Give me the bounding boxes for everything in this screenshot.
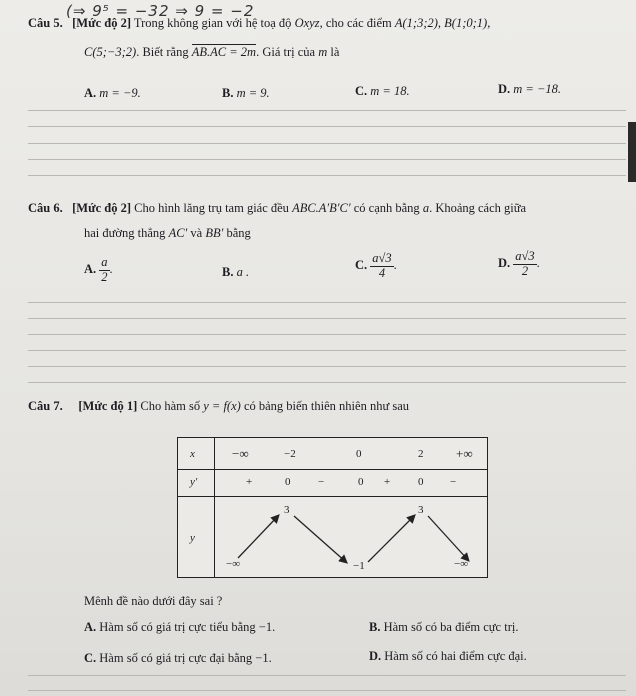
table-y-min: −1: [353, 560, 365, 572]
q6-level: [Mức độ 2]: [72, 201, 131, 215]
q5-line2: [84, 45, 339, 60]
table-y-limit: −∞: [226, 558, 241, 570]
q6-edge: a: [422, 201, 430, 215]
variation-arrows: [178, 438, 487, 577]
q5-option-c-value: m = 18.: [370, 84, 410, 98]
answer-line: [28, 318, 626, 319]
table-x-value: −2: [284, 448, 296, 460]
answer-line: [28, 690, 626, 691]
q5-option-d-value: m = −18.: [513, 82, 562, 96]
table-sign: +: [246, 476, 253, 488]
table-x-value: −∞: [232, 446, 249, 461]
q6-prism: ABC.A′B′C′: [292, 201, 351, 215]
q6-option-c-key: C.: [355, 258, 368, 273]
q6-option-a-key: A.: [84, 262, 97, 277]
q7-option-d: [369, 649, 527, 664]
table-x-value: +∞: [456, 446, 473, 461]
q6-option-a-frac: [99, 256, 109, 285]
q6-option-b-value: a .: [236, 265, 250, 279]
decreasing-arrow: [428, 516, 468, 560]
table-sign: −: [450, 476, 457, 488]
table-sign: +: [384, 476, 391, 488]
q7-option-a: [84, 620, 275, 635]
q5-text1: Trong không gian với hệ toạ độ: [133, 16, 292, 30]
q5-option-c: [355, 84, 410, 99]
q6-option-c: C. $\frac{a√3}{4}$ .: [355, 251, 397, 280]
q7-line1: [28, 399, 409, 414]
q6-option-d-num: a√3: [515, 249, 535, 263]
table-sign: 0: [418, 476, 424, 488]
q5-text4: . Giá trị của: [256, 45, 316, 59]
answer-line: [28, 175, 626, 176]
answer-line: [28, 110, 626, 111]
table-x-value: 2: [418, 448, 424, 460]
decreasing-arrow: [294, 516, 346, 562]
q7-prompt: Mênh đề nào dưới đây sai ?: [84, 594, 223, 608]
q5-option-a-key: A.: [84, 86, 97, 100]
q7-text2: có bảng biến thiên nhiên như sau: [243, 399, 410, 413]
q7-option-d-value: Hàm số có hai điểm cực đại.: [384, 649, 527, 663]
table-y-max: 3: [418, 504, 424, 516]
q7-option-a-key: A.: [84, 620, 97, 634]
q5-option-d-key: D.: [498, 82, 511, 96]
page-edge-tab: [628, 122, 636, 182]
table-x-value: 0: [356, 448, 362, 460]
q5-option-b-key: B.: [222, 86, 234, 100]
answer-line: [28, 382, 626, 383]
table-yprime-label: y′: [190, 476, 198, 488]
q6-and: và: [190, 226, 203, 240]
q6-text3: . Khoảng cách giữa: [429, 201, 527, 215]
table-x-label: x: [190, 448, 195, 460]
q5-var: m: [318, 45, 328, 59]
q6-option-a-num: a: [101, 255, 108, 269]
q5-point-b: B(1;0;1),: [444, 16, 491, 30]
answer-line: [28, 334, 626, 335]
q5-option-a-value: m = −9.: [99, 86, 141, 100]
q6-option-d-frac: [513, 250, 536, 279]
q5-option-a: [84, 86, 141, 101]
q7-option-c-value: Hàm số có giá trị cực đại bằng −1.: [99, 651, 272, 665]
q6-line2a: hai đường thẳng: [84, 226, 166, 240]
q6-line-2: BB′: [205, 226, 224, 240]
q5-line1: [28, 16, 490, 31]
q5-option-c-key: C.: [355, 84, 368, 98]
table-y-limit: −∞: [454, 558, 469, 570]
q6-option-b: [222, 265, 249, 280]
q7-option-c: [84, 651, 272, 666]
q7-option-c-key: C.: [84, 651, 97, 665]
handwritten-note: (⇒ 9⁵ = −32 ⇒ 9 = −2: [66, 2, 255, 20]
answer-line: [28, 159, 626, 160]
q5-option-b: [222, 86, 270, 101]
q5-option-d: [498, 82, 561, 97]
q7-option-b-value: Hàm số có ba điểm cực trị.: [383, 620, 519, 634]
q5-point-c: C(5;−3;2): [84, 45, 137, 59]
answer-line: [28, 126, 626, 127]
q6-option-b-key: B.: [222, 265, 234, 279]
q7-option-b: [369, 620, 518, 635]
q7-option-b-key: B.: [369, 620, 381, 634]
q5-label: Câu 5.: [28, 16, 63, 30]
q7-option-a-value: Hàm số có giá trị cực tiểu bằng −1.: [99, 620, 276, 634]
table-sign: 0: [358, 476, 364, 488]
q6-text1: Cho hình lăng trụ tam giác đều: [134, 201, 289, 215]
q7-function: y = f(x): [203, 399, 241, 413]
variation-table: [177, 437, 488, 578]
q6-option-d-key: D.: [498, 256, 511, 271]
table-y-label: y: [190, 532, 195, 544]
q7-level: [Mức độ 1]: [78, 399, 138, 413]
q6-option-c-frac: [370, 252, 393, 281]
q5-level: [Mức độ 2]: [72, 16, 131, 30]
q5-option-b-value: m = 9.: [236, 86, 270, 100]
q5-text3: . Biết rằng: [136, 45, 189, 59]
q7-option-d-key: D.: [369, 649, 382, 663]
q5-space: Oxyz: [294, 16, 320, 30]
increasing-arrow: [238, 516, 278, 558]
q6-equals: bằng: [226, 226, 251, 240]
q6-line-1: AC′: [168, 226, 188, 240]
q6-option-d-den: 2: [521, 263, 529, 278]
q6-line1: [28, 201, 526, 216]
q6-option-c-num: a√3: [372, 251, 392, 265]
answer-line: [28, 350, 626, 351]
answer-line: [28, 675, 626, 676]
q5-text5: là: [330, 45, 340, 59]
q6-option-a: A. $\frac{a}{2}$ .: [84, 255, 113, 284]
q7-label: Câu 7.: [28, 399, 63, 413]
table-sign: −: [318, 476, 325, 488]
q7-text1: Cho hàm số: [140, 399, 201, 413]
q6-text2: có cạnh bằng: [353, 201, 420, 215]
q6-option-c-den: 4: [378, 265, 386, 280]
q6-option-d: D. $\frac{a√3}{2}$ .: [498, 249, 540, 278]
q5-point-a: A(1;3;2),: [394, 16, 442, 30]
answer-line: [28, 302, 626, 303]
answer-line: [28, 366, 626, 367]
q5-text2: , cho các điểm: [319, 16, 392, 30]
table-y-max: 3: [284, 504, 290, 516]
table-sign: 0: [285, 476, 291, 488]
increasing-arrow: [368, 516, 414, 562]
q5-vector-eq: AB.AC = 2m: [191, 45, 257, 59]
q6-line2: [84, 226, 251, 241]
q6-label: Câu 6.: [28, 201, 63, 215]
q6-option-a-den: 2: [101, 269, 108, 284]
answer-line: [28, 143, 626, 144]
